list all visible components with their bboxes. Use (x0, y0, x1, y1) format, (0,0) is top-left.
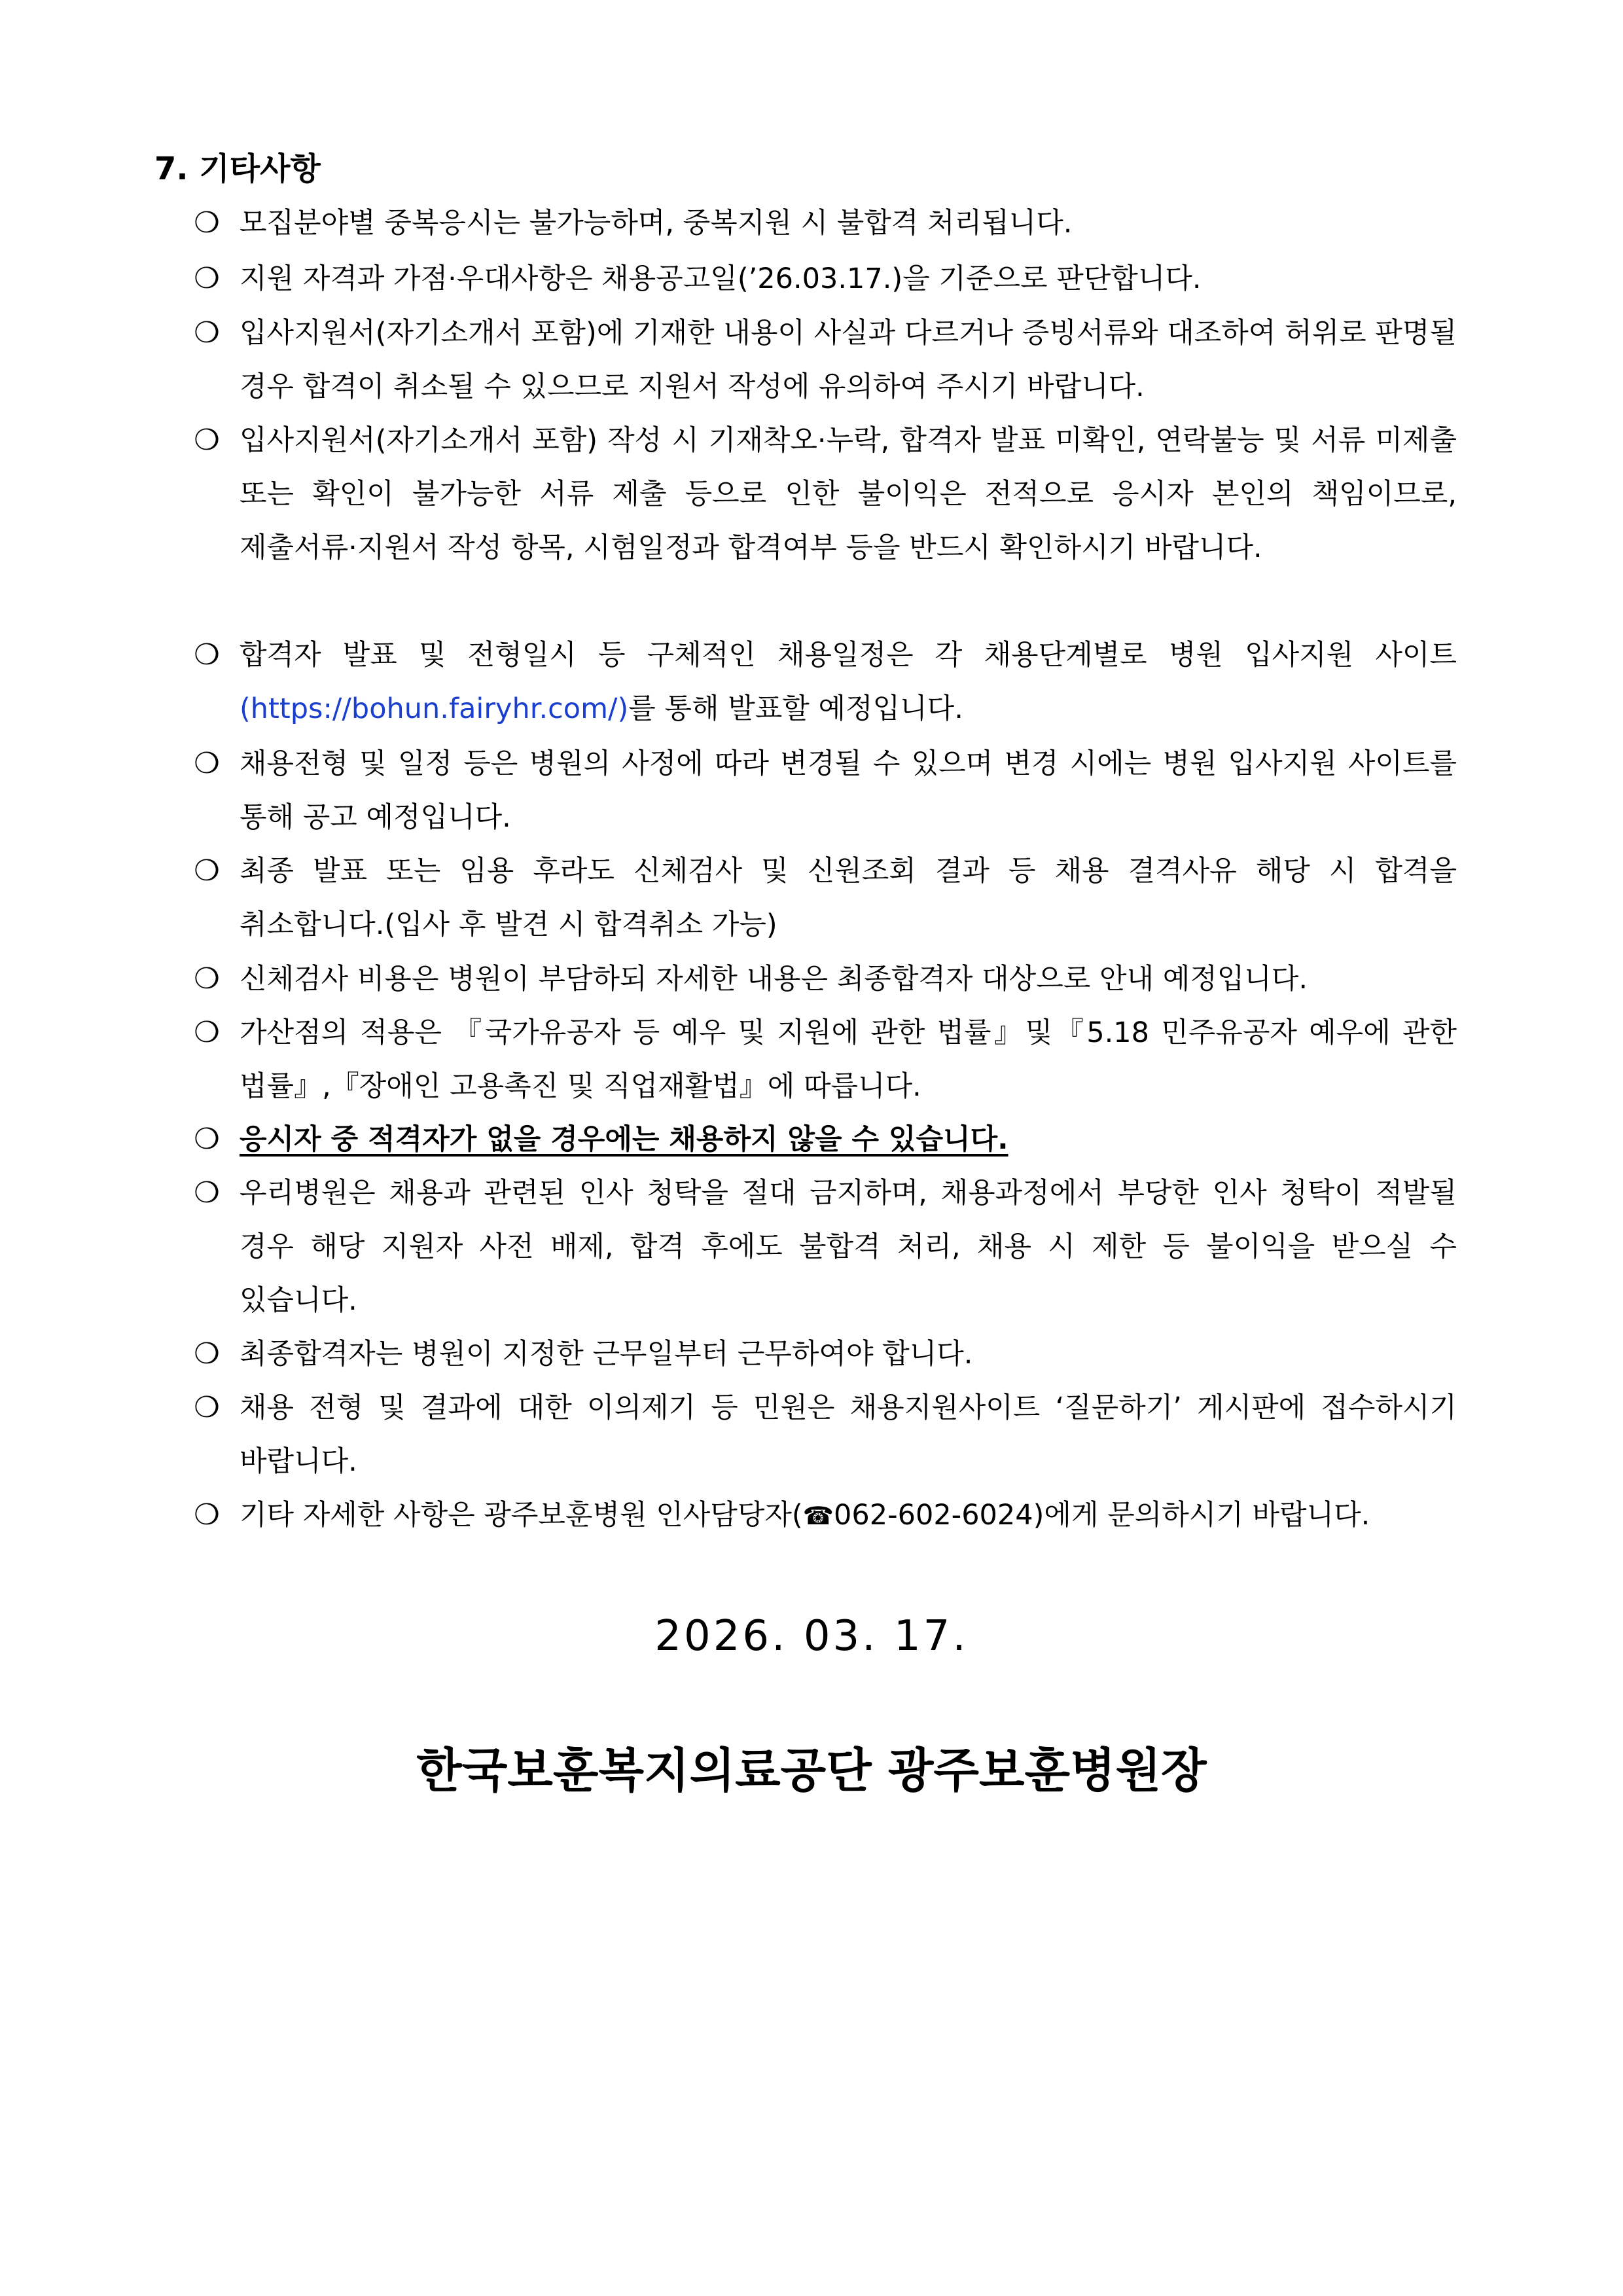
item-text: 가산점의 적용은 『국가유공자 등 예우 및 지원에 관한 법률』및『5.18 민주유공자 예우에 관한 법률』,『장애인 고용촉진 및 직업재활법』에 따릅니다. (240, 1016, 1457, 1103)
item-text: 모집분야별 중복응시는 불가능하며, 중복지원 시 불합격 처리됩니다. (240, 207, 1073, 240)
item-text (240, 628, 1457, 736)
bullet-circle-icon: ❍ (194, 1337, 220, 1371)
item-text-emphasis: 응시자 중 적격자가 없을 경우에는 채용하지 않을 수 있습니다. (240, 1123, 1008, 1156)
item-text (240, 1488, 1457, 1543)
bullet-circle-icon: ❍ (194, 423, 220, 457)
bullet-circle-icon: ❍ (194, 1498, 220, 1532)
notice-date: 2026. 03. 17. (654, 1612, 969, 1660)
bullet-circle-icon: ❍ (194, 962, 220, 996)
item-text: 입사지원서(자기소개서 포함)에 기재한 내용이 사실과 다르거나 증빙서류와 대조하여 허위로 판명될 경우 합격이 취소될 수 있으므로 지원서 작성에 유의하여 주시기 바랍니다. (240, 317, 1457, 403)
telephone-icon: ☎ (802, 1501, 834, 1530)
bullet-circle-icon: ❍ (194, 1122, 220, 1156)
item-text-after: )에게 문의하시기 바랍니다. (1033, 1499, 1370, 1532)
item-text: 최종 발표 또는 임용 후라도 신체검사 및 신원조회 결과 등 채용 결격사유 해당 시 합격을 취소합니다.(입사 후 발견 시 합격취소 가능) (240, 855, 1457, 941)
item-text: 우리병원은 채용과 관련된 인사 청탁을 절대 금지하며, 채용과정에서 부당한 인사 청탁이 적발될 경우 해당 지원자 사전 배제, 합격 후에도 불합격 처리, 채용 시 제한 등 불이익을 받으실 수 있습니다. (240, 1177, 1457, 1317)
bullet-circle-icon: ❍ (194, 1016, 220, 1049)
item-text: 최종합격자는 병원이 지정한 근무일부터 근무하여야 합니다. (240, 1338, 973, 1371)
bullet-circle-icon: ❍ (194, 316, 220, 350)
bullet-circle-icon: ❍ (194, 1391, 220, 1424)
item-text: 채용 전형 및 결과에 대한 이의제기 등 민원은 채용지원사이트 ‘질문하기’ 게시판에 접수하시기 바랍니다. (240, 1391, 1457, 1478)
section-title: 7. 기타사항 (154, 151, 321, 187)
issuer-name: 한국보훈복지의료공단 광주보훈병원장 (416, 1743, 1207, 1798)
item-text: 지원 자격과 가점·우대사항은 채용공고일(’26.03.17.)을 기준으로 판단합니다. (240, 262, 1202, 295)
item-text-before: 기타 자세한 사항은 광주보훈병원 인사담당자( (240, 1499, 803, 1532)
phone-number: 062-602-6024 (834, 1499, 1033, 1532)
item-text: 신체검사 비용은 병원이 부담하되 자세한 내용은 최종합격자 대상으로 안내 예정입니다. (240, 963, 1308, 996)
bullet-circle-icon: ❍ (194, 747, 220, 780)
bullet-circle-icon: ❍ (194, 1176, 220, 1210)
item-text-before: 합격자 발표 및 전형일시 등 구체적인 채용일정은 각 채용단계별로 병원 입사지원 사이트 (240, 639, 1457, 672)
bullet-circle-icon: ❍ (194, 638, 220, 672)
bullet-circle-icon: ❍ (194, 262, 220, 295)
item-text: 입사지원서(자기소개서 포함) 작성 시 기재착오·누락, 합격자 발표 미확인, 연락불능 및 서류 미제출 또는 확인이 불가능한 서류 제출 등으로 인한 불이익은 전적으로 응시자 본인의 책임이므로, 제출서류·지원서 작성 항목, 시험일정과 합격여부 등을 반드시 확인하시기 바랍니다. (240, 424, 1457, 564)
bullet-circle-icon: ❍ (194, 206, 220, 240)
item-text-after: 를 통해 발표할 예정입니다. (628, 692, 963, 725)
item-text: 채용전형 및 일정 등은 병원의 사정에 따라 변경될 수 있으며 변경 시에는 병원 입사지원 사이트를 통해 공고 예정입니다. (240, 747, 1457, 834)
website-link[interactable]: (https://bohun.fairyhr.com/) (240, 692, 629, 725)
bullet-circle-icon: ❍ (194, 854, 220, 888)
